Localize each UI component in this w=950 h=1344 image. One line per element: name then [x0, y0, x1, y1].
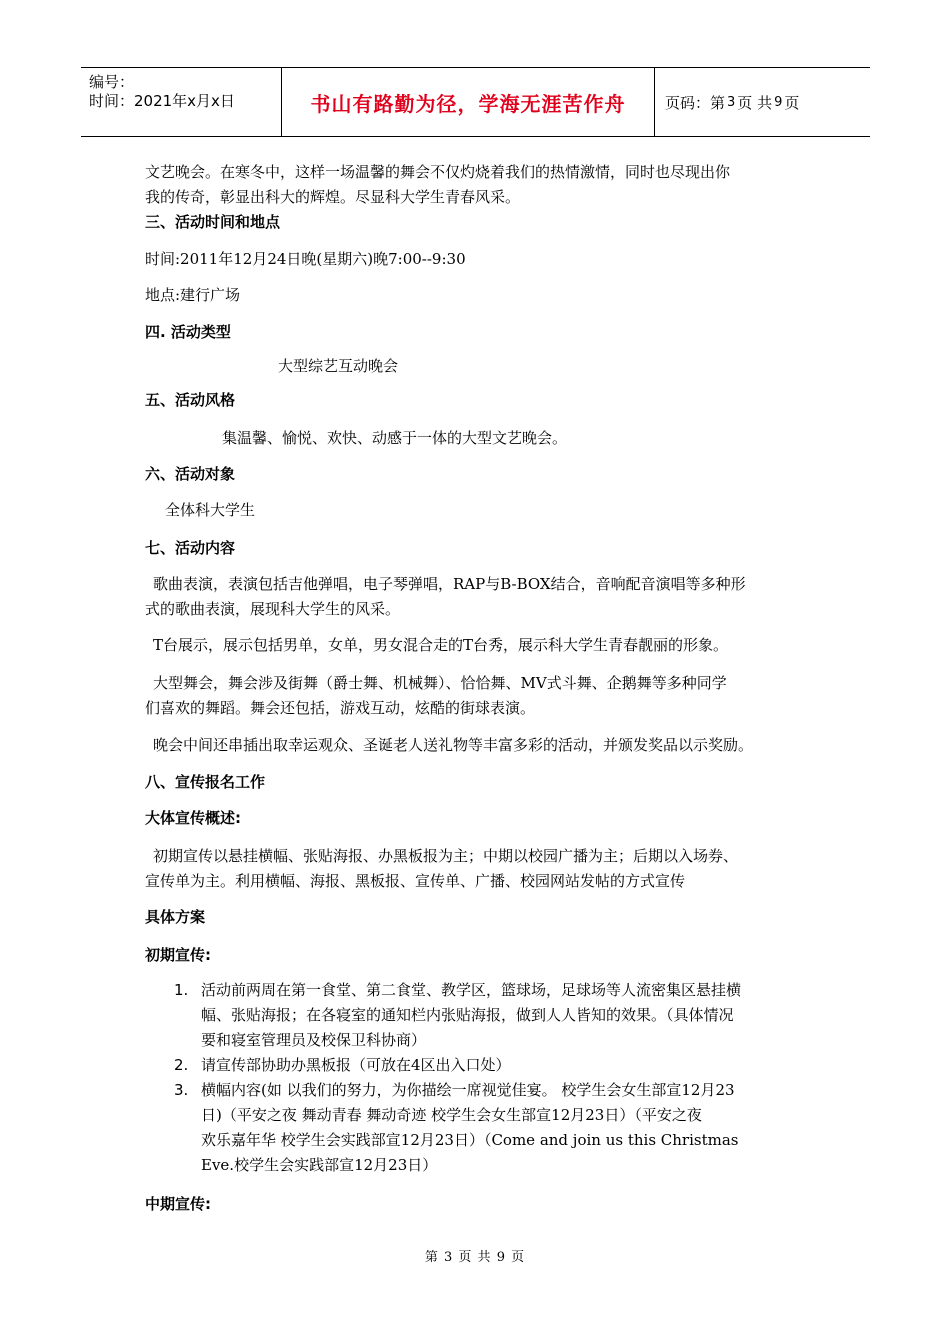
intro-line-1: 文艺晚会。在寒冬中，这样一场温馨的舞会不仅灼烧着我们的热情激情，同时也尽现出你 — [145, 163, 731, 181]
section-7-title: 七、活动内容 — [145, 539, 236, 557]
list-item-3-line-4: Eve.校学生会实践部宣12月23日） — [201, 1156, 438, 1174]
section-4-title: 四. 活动类型 — [145, 323, 231, 341]
section-3-title: 三、活动时间和地点 — [145, 213, 281, 231]
content-1-line-1: 歌曲表演，表演包括吉他弹唱，电子琴弹唱，RAP与B-BOX结合，音响配音演唱等多种形 — [153, 575, 746, 593]
page-footer: 第 3 页 共 9 页 — [424, 1250, 526, 1265]
overview-line-1: 初期宣传以悬挂横幅、张贴海报、办黑板报为主；中期以校园广播为主；后期以入场券、 — [153, 847, 739, 865]
header-page-number — [655, 68, 870, 136]
list-item-1-line-2: 幅、张贴海报；在各寝室的通知栏内张贴海报，做到人人皆知的效果。（具体情况 — [201, 1006, 734, 1024]
list-number-1: 1. — [174, 981, 189, 999]
code-label: 编号： — [89, 73, 135, 91]
list-number-2: 2. — [174, 1056, 189, 1074]
plan-title: 具体方案 — [145, 908, 206, 926]
overview-line-2: 宣传单为主。利用横幅、海报、黑板报、宣传单、广播、校园网站发帖的方式宣传 — [145, 872, 686, 890]
event-time: 时间:2011年12月24日晚(星期六)晚7:00--9:30 — [145, 250, 466, 268]
intro-line-2: 我的传奇，彰显出科大的辉煌。尽显科大学生青春风采。 — [145, 188, 521, 206]
event-type: 大型综艺互动晚会 — [278, 357, 399, 375]
page-mid: 页 共 — [737, 93, 773, 112]
page-header — [81, 67, 870, 137]
page-current: 3 — [727, 94, 736, 110]
content-3-line-1: 大型舞会，舞会涉及街舞（爵士舞、机械舞）、恰恰舞、MV式斗舞、企鹅舞等多种同学 — [153, 674, 727, 692]
section-5-title: 五、活动风格 — [145, 391, 236, 409]
list-item-3-line-1: 横幅内容(如 以我们的努力，为你描绘一席视觉佳宴。 校学生会女生部宣12月23 — [201, 1081, 735, 1099]
event-target: 全体科大学生 — [165, 501, 256, 519]
overview-title: 大体宣传概述: — [145, 809, 241, 827]
event-place: 地点:建行广场 — [145, 286, 241, 304]
page-end: 页 — [784, 93, 800, 112]
list-item-1-line-1: 活动前两周在第一食堂、第二食堂、教学区，篮球场，足球场等人流密集区悬挂横 — [201, 981, 742, 999]
list-item-1-line-3: 要和寝室管理员及校保卫科协商） — [201, 1031, 427, 1049]
header-meta — [81, 68, 282, 136]
list-item-3-line-2: 日)（平安之夜 舞动青春 舞动奇迹 校学生会女生部宣12月23日）（平安之夜 — [201, 1106, 702, 1124]
motto: 书山有路勤为径，学海无涯苦作舟 — [310, 91, 626, 116]
list-item-3-line-3: 欢乐嘉年华 校学生会实践部宣12月23日）（Come and join us this Christmas — [201, 1131, 739, 1149]
header-motto-cell — [282, 68, 655, 136]
section-8-title: 八、宣传报名工作 — [145, 773, 266, 791]
content-4: 晚会中间还串插出取幸运观众、圣诞老人送礼物等丰富多彩的活动，并颁发奖品以示奖励。 — [153, 736, 754, 754]
content-1-line-2: 式的歌曲表演，展现科大学生的风采。 — [145, 600, 401, 618]
time-label: 时间：2021年x月x日 — [89, 92, 235, 110]
section-6-title: 六、活动对象 — [145, 465, 236, 483]
list-item-2: 请宣传部协助办黑板报（可放在4区出入口处） — [201, 1056, 511, 1074]
mid-title: 中期宣传: — [145, 1195, 211, 1213]
list-number-3: 3. — [174, 1081, 189, 1099]
content-2: T台展示，展示包括男单，女单，男女混合走的T台秀，展示科大学生青春靓丽的形象。 — [153, 636, 729, 654]
event-style: 集温馨、愉悦、欢快、动感于一体的大型文艺晚会。 — [222, 429, 568, 447]
early-title: 初期宣传: — [145, 946, 211, 964]
content-3-line-2: 们喜欢的舞蹈。舞会还包括，游戏互动，炫酷的街球表演。 — [145, 699, 536, 717]
page-total: 9 — [774, 94, 783, 110]
page-label: 页码：第 — [665, 93, 726, 112]
